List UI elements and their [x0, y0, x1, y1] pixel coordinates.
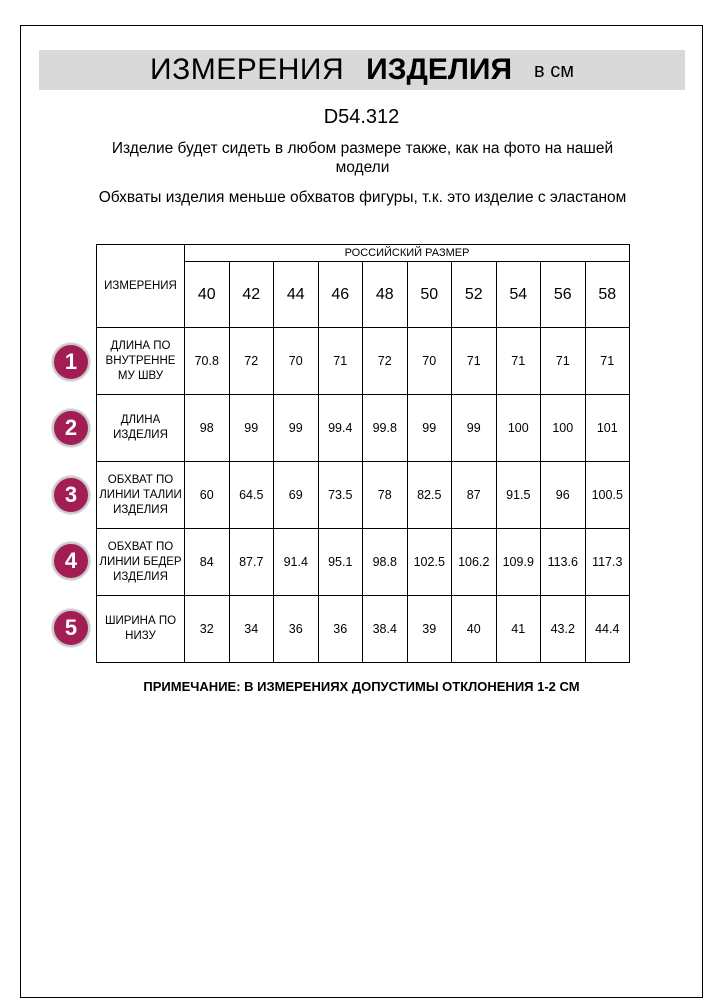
size-header-cell: 54 [496, 262, 541, 328]
table-row [97, 529, 630, 596]
value-cell: 73.5 [318, 462, 363, 529]
size-header-cell: 44 [274, 262, 319, 328]
value-cell: 43.2 [541, 596, 586, 663]
value-cell: 99 [229, 395, 274, 462]
value-cell: 113.6 [541, 529, 586, 596]
value-cell: 99.4 [318, 395, 363, 462]
table-row [97, 596, 630, 663]
value-cell: 36 [274, 596, 319, 663]
value-cell: 38.4 [363, 596, 408, 663]
row-label: ШИРИНА ПО НИЗУ [97, 596, 185, 663]
value-cell: 98 [185, 395, 230, 462]
value-cell: 87.7 [229, 529, 274, 596]
row-label: ДЛИНА ИЗДЕЛИЯ [97, 395, 185, 462]
value-cell: 34 [229, 596, 274, 663]
value-cell: 102.5 [407, 529, 452, 596]
value-cell: 106.2 [452, 529, 497, 596]
value-cell: 99 [452, 395, 497, 462]
row-label: ДЛИНА ПО ВНУТРЕННЕ МУ ШВУ [97, 328, 185, 395]
value-cell: 100.5 [585, 462, 630, 529]
table-row [97, 328, 630, 395]
value-cell: 78 [363, 462, 408, 529]
size-header-cell: 56 [541, 262, 586, 328]
value-cell: 109.9 [496, 529, 541, 596]
value-cell: 32 [185, 596, 230, 663]
value-cell: 99 [407, 395, 452, 462]
russian-size-header: РОССИЙСКИЙ РАЗМЕР [185, 245, 630, 262]
value-cell: 101 [585, 395, 630, 462]
value-cell: 98.8 [363, 529, 408, 596]
measure-header: ИЗМЕРЕНИЯ [97, 245, 185, 328]
size-header-cell: 50 [407, 262, 452, 328]
row-number-badge: 4 [52, 542, 90, 580]
value-cell: 71 [452, 328, 497, 395]
value-cell: 71 [318, 328, 363, 395]
value-cell: 96 [541, 462, 586, 529]
value-cell: 60 [185, 462, 230, 529]
value-cell: 72 [363, 328, 408, 395]
value-cell: 40 [452, 596, 497, 663]
value-cell: 64.5 [229, 462, 274, 529]
size-header-cell: 52 [452, 262, 497, 328]
value-cell: 70.8 [185, 328, 230, 395]
footnote: ПРИМЕЧАНИЕ: В ИЗМЕРЕНИЯХ ДОПУСТИМЫ ОТКЛОНЕНИЯ 1-2 СМ [143, 679, 580, 694]
fit-note: Изделие будет сидеть в любом размере также, как на фото на нашей модели [111, 140, 614, 176]
row-label: ОБХВАТ ПО ЛИНИИ ТАЛИИ ИЗДЕЛИЯ [97, 462, 185, 529]
row-number-badge: 1 [52, 343, 90, 381]
table-row [97, 462, 630, 529]
size-table [96, 244, 630, 663]
value-cell: 117.3 [585, 529, 630, 596]
value-cell: 70 [274, 328, 319, 395]
value-cell: 99.8 [363, 395, 408, 462]
value-cell: 100 [541, 395, 586, 462]
value-cell: 44.4 [585, 596, 630, 663]
value-cell: 95.1 [318, 529, 363, 596]
value-cell: 39 [407, 596, 452, 663]
value-cell: 84 [185, 529, 230, 596]
title-normal: ИЗМЕРЕНИЯ [150, 53, 345, 86]
size-header-cell: 42 [229, 262, 274, 328]
value-cell: 87 [452, 462, 497, 529]
size-header-cell: 40 [185, 262, 230, 328]
value-cell: 41 [496, 596, 541, 663]
row-number-badge: 5 [52, 609, 90, 647]
table-row [97, 395, 630, 462]
value-cell: 71 [585, 328, 630, 395]
size-header-cell: 58 [585, 262, 630, 328]
value-cell: 82.5 [407, 462, 452, 529]
title-unit: в см [534, 59, 574, 82]
value-cell: 99 [274, 395, 319, 462]
elastane-note: Обхваты изделия меньше обхватов фигуры, т.к. это изделие с эластаном [98, 189, 627, 206]
value-cell: 91.4 [274, 529, 319, 596]
row-number-badge: 2 [52, 409, 90, 447]
value-cell: 69 [274, 462, 319, 529]
value-cell: 71 [541, 328, 586, 395]
row-number-badge: 3 [52, 476, 90, 514]
value-cell: 71 [496, 328, 541, 395]
size-header-cell: 46 [318, 262, 363, 328]
title-bold: ИЗДЕЛИЯ [366, 53, 513, 86]
row-label: ОБХВАТ ПО ЛИНИИ БЕДЕР ИЗДЕЛИЯ [97, 529, 185, 596]
value-cell: 72 [229, 328, 274, 395]
size-header-cell: 48 [363, 262, 408, 328]
value-cell: 70 [407, 328, 452, 395]
value-cell: 91.5 [496, 462, 541, 529]
value-cell: 100 [496, 395, 541, 462]
article-number: D54.312 [323, 106, 400, 128]
header-bar [39, 50, 685, 90]
value-cell: 36 [318, 596, 363, 663]
